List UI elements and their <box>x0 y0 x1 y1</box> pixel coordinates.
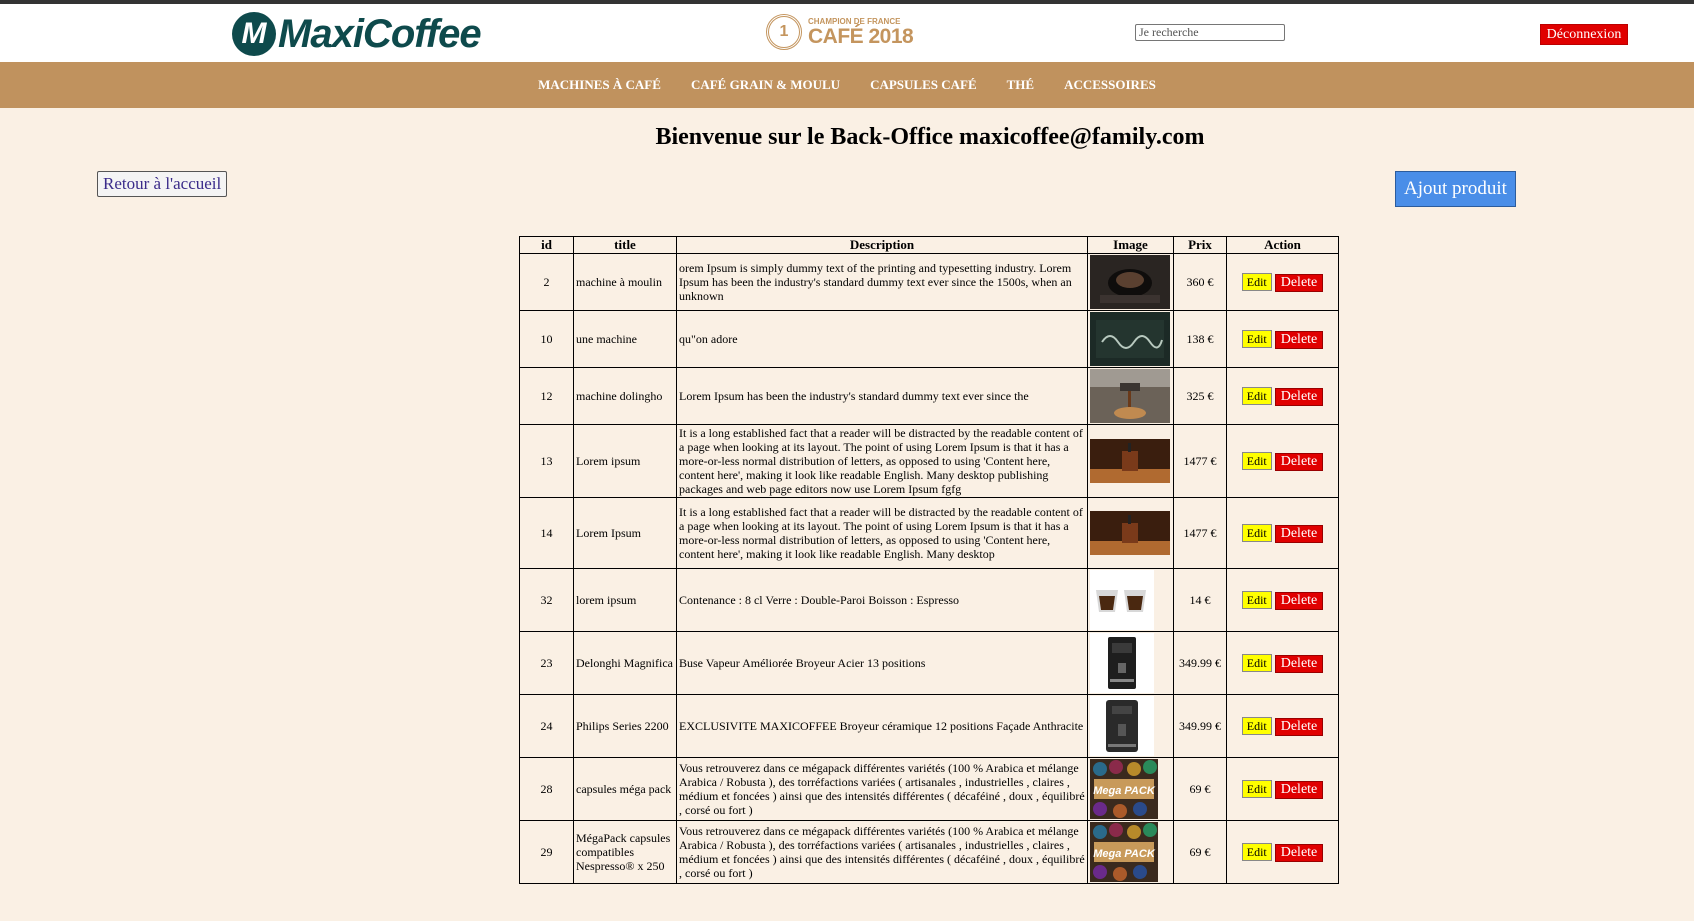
cell-price: 1477 € <box>1174 498 1227 569</box>
cell-title: une machine <box>574 311 677 368</box>
cell-id: 13 <box>520 425 574 498</box>
delete-button[interactable]: Delete <box>1275 844 1324 862</box>
cell-action <box>1227 498 1339 569</box>
cell-title: Philips Series 2200 <box>574 695 677 758</box>
cell-image <box>1088 368 1174 425</box>
col-header-description: Description <box>677 237 1088 254</box>
wooden-grinder-photo <box>1090 439 1170 483</box>
cell-title: capsules méga pack <box>574 758 677 821</box>
edit-button[interactable]: Edit <box>1242 780 1272 798</box>
delete-button[interactable]: Delete <box>1275 781 1324 799</box>
coffeelovers-sign-photo <box>1090 312 1170 366</box>
cell-image <box>1088 425 1174 498</box>
search-input[interactable] <box>1135 24 1285 41</box>
espresso-pour-photo <box>1090 369 1170 423</box>
champion-award-badge <box>766 14 913 50</box>
delonghi-machine-photo <box>1090 633 1154 693</box>
table-row <box>520 632 1339 695</box>
cell-action <box>1227 758 1339 821</box>
cell-description: It is a long established fact that a reader will be distracted by the readable content of a page when looking at its layout. The point of using Lorem Ipsum is that it has a more-or-less normal distribution of letters, as opposed to using 'Content here, content here', making it look like readable English. Many desktop <box>677 498 1088 569</box>
cell-id: 24 <box>520 695 574 758</box>
cell-description: Contenance : 8 cl Verre : Double-Paroi Boisson : Espresso <box>677 569 1088 632</box>
cell-price: 349.99 € <box>1174 632 1227 695</box>
cell-action <box>1227 821 1339 884</box>
cell-price: 360 € <box>1174 254 1227 311</box>
mega-pack-label: Mega PACK <box>1093 785 1155 797</box>
products-table <box>519 236 1339 884</box>
cell-price: 138 € <box>1174 311 1227 368</box>
delete-button[interactable]: Delete <box>1275 274 1324 292</box>
cell-action <box>1227 311 1339 368</box>
edit-button[interactable]: Edit <box>1242 452 1272 470</box>
cell-price: 325 € <box>1174 368 1227 425</box>
edit-button[interactable]: Edit <box>1242 654 1272 672</box>
cell-title: machine dolingho <box>574 368 677 425</box>
cell-action <box>1227 425 1339 498</box>
col-header-title: title <box>574 237 677 254</box>
delete-button[interactable]: Delete <box>1275 718 1324 736</box>
delete-button[interactable]: Delete <box>1275 388 1324 406</box>
philips-machine-photo <box>1090 696 1154 756</box>
logo-text: MaxiCoffee <box>278 11 481 56</box>
award-title: CAFÉ 2018 <box>808 24 914 48</box>
cell-image <box>1088 498 1174 569</box>
delete-button[interactable]: Delete <box>1275 331 1324 349</box>
logo-mark-icon: M <box>232 12 276 56</box>
cell-id: 32 <box>520 569 574 632</box>
table-row <box>520 758 1339 821</box>
page-title: Bienvenue sur le Back-Office maxicoffee@family.com <box>655 124 1205 150</box>
edit-button[interactable]: Edit <box>1242 524 1272 542</box>
edit-button[interactable]: Edit <box>1242 330 1272 348</box>
cell-image <box>1088 695 1174 758</box>
cell-id: 10 <box>520 311 574 368</box>
cell-image <box>1088 311 1174 368</box>
cell-id: 23 <box>520 632 574 695</box>
cell-title: Lorem ipsum <box>574 425 677 498</box>
table-row <box>520 569 1339 632</box>
edit-button[interactable]: Edit <box>1242 591 1272 609</box>
cell-id: 12 <box>520 368 574 425</box>
cell-id: 29 <box>520 821 574 884</box>
edit-button[interactable]: Edit <box>1242 387 1272 405</box>
edit-button[interactable]: Edit <box>1242 717 1272 735</box>
edit-button[interactable]: Edit <box>1242 843 1272 861</box>
logout-button[interactable]: Déconnexion <box>1540 24 1628 45</box>
cell-title: MégaPack capsules compatibles Nespresso® x 250 <box>574 821 677 884</box>
delete-button[interactable]: Delete <box>1275 525 1324 543</box>
cell-description: Vous retrouverez dans ce mégapack différentes variétés (100 % Arabica et mélange Arabica / Robusta ), des torréfactions variées ( artisanales , industrielles , claires , médium et foncées ) ainsi que des intensités différentes ( décaféiné , doux , équilibré , corsé ou fort ) <box>677 758 1088 821</box>
cell-image <box>1088 569 1174 632</box>
table-header-row <box>520 237 1339 254</box>
table-row <box>520 498 1339 569</box>
maxicoffee-logo[interactable] <box>232 8 481 60</box>
cell-description: orem Ipsum is simply dummy text of the printing and typesetting industry. Lorem Ipsum has been the industry's standard dummy text ever since the 1500s, when an unknown <box>677 254 1088 311</box>
cell-image <box>1088 632 1174 695</box>
cell-action <box>1227 695 1339 758</box>
table-row <box>520 821 1339 884</box>
mega-pack-label: Mega PACK <box>1093 848 1155 860</box>
cell-price: 69 € <box>1174 758 1227 821</box>
cell-price: 1477 € <box>1174 425 1227 498</box>
cell-title: Lorem Ipsum <box>574 498 677 569</box>
cell-id: 14 <box>520 498 574 569</box>
main-nav <box>0 62 1694 108</box>
edit-button[interactable]: Edit <box>1242 273 1272 291</box>
cell-title: machine à moulin <box>574 254 677 311</box>
award-caption: CHAMPION DE FRANCE <box>808 16 901 26</box>
table-row <box>520 695 1339 758</box>
col-header-action: Action <box>1227 237 1339 254</box>
nav-item-cafe-grain[interactable]: CAFÉ GRAIN & MOULU <box>690 77 841 92</box>
cell-action <box>1227 632 1339 695</box>
col-header-id: id <box>520 237 574 254</box>
col-header-image: Image <box>1088 237 1174 254</box>
cell-id: 28 <box>520 758 574 821</box>
cell-price: 69 € <box>1174 821 1227 884</box>
cell-image <box>1088 254 1174 311</box>
cell-id: 2 <box>520 254 574 311</box>
table-row <box>520 254 1339 311</box>
delete-button[interactable]: Delete <box>1275 592 1324 610</box>
site-header <box>0 4 1694 62</box>
cell-title: Delonghi Magnifica <box>574 632 677 695</box>
cell-description: Lorem Ipsum has been the industry's standard dummy text ever since the <box>677 368 1088 425</box>
grinder-photo <box>1090 255 1170 309</box>
delete-button[interactable]: Delete <box>1275 453 1324 471</box>
cell-description: qu"on adore <box>677 311 1088 368</box>
add-product-button[interactable]: Ajout produit <box>1395 171 1516 207</box>
back-home-button[interactable]: Retour à l'accueil <box>97 171 227 197</box>
nav-item-the[interactable]: THÉ <box>1006 77 1035 92</box>
cell-image <box>1088 758 1174 821</box>
cell-description: Buse Vapeur Améliorée Broyeur Acier 13 positions <box>677 632 1088 695</box>
cell-action <box>1227 569 1339 632</box>
nav-item-accessoires[interactable]: ACCESSOIRES <box>1064 77 1156 92</box>
table-row <box>520 311 1339 368</box>
cell-action <box>1227 254 1339 311</box>
nav-item-capsules[interactable]: CAPSULES CAFÉ <box>870 77 977 92</box>
nav-item-machines[interactable]: MACHINES À CAFÉ <box>538 77 661 92</box>
cell-description: EXCLUSIVITE MAXICOFFEE Broyeur céramique 12 positions Façade Anthracite <box>677 695 1088 758</box>
cell-price: 349.99 € <box>1174 695 1227 758</box>
table-row <box>520 425 1339 498</box>
megapack-capsules-photo <box>1090 759 1158 819</box>
cell-action <box>1227 368 1339 425</box>
delete-button[interactable]: Delete <box>1275 655 1324 673</box>
megapack-capsules-photo <box>1090 822 1158 882</box>
cell-description: Vous retrouverez dans ce mégapack différentes variétés (100 % Arabica et mélange Arabica / Robusta ), des torréfactions variées ( artisanales , industrielles , claires , médium et foncées ) ainsi que des intensités différentes ( décaféiné , doux , équilibré , corsé ou fort ) <box>677 821 1088 884</box>
cell-image <box>1088 821 1174 884</box>
wooden-grinder-photo <box>1090 511 1170 555</box>
cell-price: 14 € <box>1174 569 1227 632</box>
col-header-price: Prix <box>1174 237 1227 254</box>
laurel-rank-icon: 1 <box>766 14 802 50</box>
cell-title: lorem ipsum <box>574 569 677 632</box>
cell-description: It is a long established fact that a reader will be distracted by the readable content of a page when looking at its layout. The point of using Lorem Ipsum is that it has a more-or-less normal distribution of letters, as opposed to using 'Content here, content here', making it look like readable English. Many desktop publishing packages and web page editors now use Lorem Ipsum fgfg <box>677 425 1088 498</box>
table-row <box>520 368 1339 425</box>
double-wall-glasses-photo <box>1090 570 1154 630</box>
